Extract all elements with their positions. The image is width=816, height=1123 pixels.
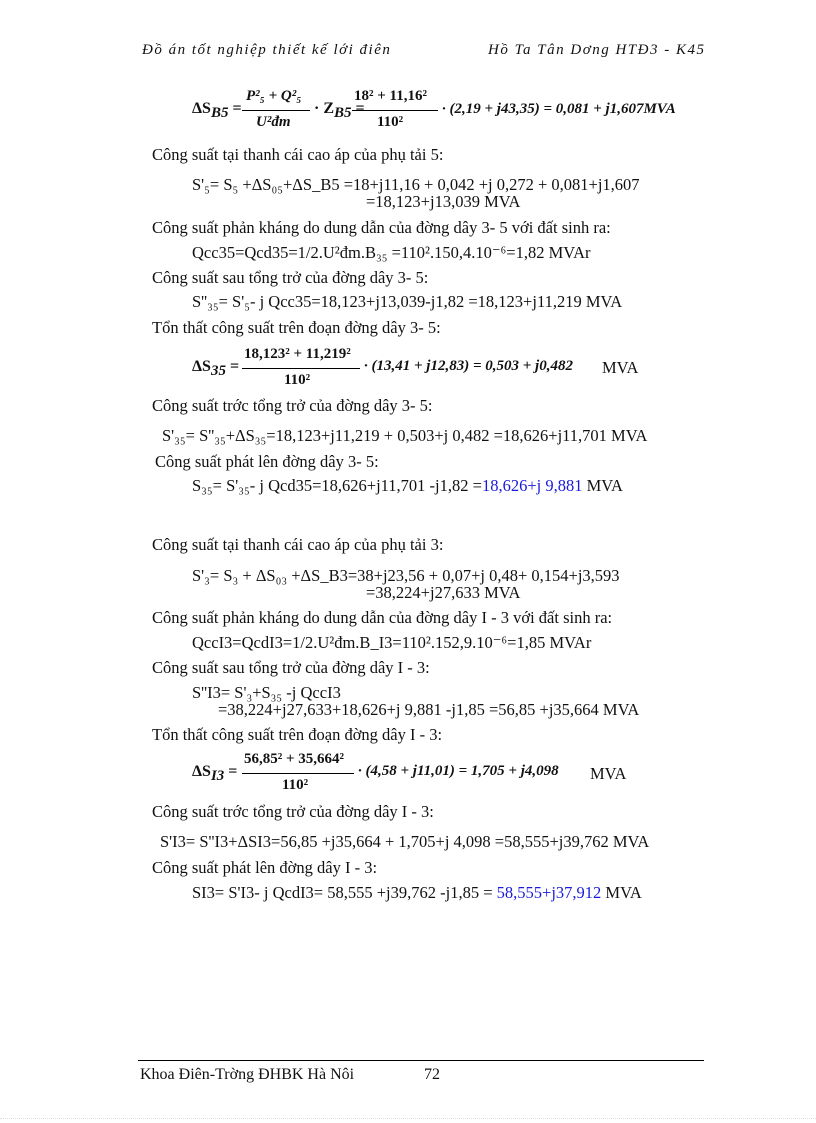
result-highlight: 58,555+j37,912 — [496, 883, 602, 902]
result-highlight: 18,626+j 9,881 — [481, 476, 583, 495]
equation-line: S'₅= S₅ +ΔS₀₅+ΔS_B5 =18+j11,16 + 0,042 +j 0,272 + 0,081+j1,607 — [192, 175, 640, 194]
eq-num: 18,123² + 11,219² — [244, 346, 351, 362]
page-edge-divider — [0, 1118, 816, 1119]
equation-line: S''I3= S'₃+S₃₅ -j QccI3 — [192, 683, 341, 702]
equation-line: S'₃₅= S''₃₅+ΔS₃₅=18,123+j11,219 + 0,503+j 0,482 =18,626+j11,701 MVA — [162, 426, 648, 445]
text-line: Công suất tại thanh cái cao áp của phụ tải 3: — [152, 535, 444, 554]
equation-line: S₃₅= S'₃₅- j Qcd35=18,626+j11,701 -j1,82 =18,626+j 9,881 MVA — [192, 476, 623, 495]
text-line: Công suất phản kháng do dung dẫn của đờng dây 3- 5 với đất sinh ra: — [152, 218, 611, 237]
eq-lhs: ΔS — [192, 358, 211, 375]
equation-line: =38,224+j27,633 MVA — [366, 583, 521, 602]
equation-line: =18,123+j13,039 MVA — [366, 192, 521, 211]
equation-line: SI3= S'I3- j QcdI3= 58,555 +j39,762 -j1,85 = 58,555+j37,912 MVA — [192, 883, 642, 902]
fraction-line — [242, 368, 360, 369]
footer-text: Khoa Điên-Trờng ĐHBK Hà Nôi — [140, 1066, 355, 1083]
text-line: Công suất phát lên đờng dây 3- 5: — [155, 452, 379, 471]
eq-mid: · Z — [314, 100, 335, 117]
eq-unit: MVA — [590, 764, 627, 783]
eq-den: 110² — [282, 777, 309, 793]
equation-line: S'₃= S₃ + ΔS₀₃ +ΔS_B3=38+j23,56 + 0,07+j 0,48+ 0,154+j3,593 — [192, 566, 620, 585]
equation-line: =38,224+j27,633+18,626+j 9,881 -j1,85 =56,85 +j35,664 MVA — [218, 700, 640, 719]
text-line: Công suất trớc tổng trở của đờng dây I - 3: — [152, 802, 434, 821]
eq-den2: 110² — [377, 114, 404, 130]
text-line: Công suất phản kháng do dung dẫn của đờng dây I - 3 với đất sinh ra: — [152, 608, 613, 627]
equation-line: S'I3= S''I3+ΔSI3=56,85 +j35,664 + 1,705+j 4,098 =58,555+j39,762 MVA — [160, 832, 650, 851]
equation-line: S''₃₅= S'₅- j Qcc35=18,123+j13,039-j1,82 =18,123+j11,219 MVA — [192, 292, 623, 311]
eq-rhs: · (13,41 + j12,83) = 0,503 + j0,482 — [364, 358, 573, 374]
text-line: Công suất sau tổng trở của đờng dây 3- 5: — [152, 268, 429, 287]
equation-line: Qcc35=Qcd35=1/2.U²đm.B₃₅ =110².150,4.10⁻⁶=1,82 MVAr — [192, 243, 591, 262]
eq-den1: U²đm — [256, 114, 291, 130]
footer-rule — [138, 1060, 704, 1061]
header-left: Đồ án tốt nghiệp thiết kế lới điên — [142, 42, 392, 58]
eq-unit: MVA — [602, 358, 639, 377]
eq-num1: P²₅ + Q²₅ — [246, 88, 302, 104]
eq-rhs: · (4,58 + j11,01) = 1,705 + j4,098 — [358, 763, 559, 779]
page: Đồ án tốt nghiệp thiết kế lới điên Hồ Ta Tân Dơng HTĐ3 - K45 $\Delta S_{B5}$ = P²₅ + Q²₅ U²đm · $Z_{B5}$ = 18² + 11,16² 110² · (2,19 + j43,35) = 0,081 + j1,607MVA Công suất tại thanh cái cao áp của phụ tải 5: S'₅= S₅ +ΔS₀₅+ΔS_B5 =18+j11,16 + 0,042 +j 0,272 + 0,081+j1,607 =18,123+j13,039 MVA Công suất phản kháng do dung dẫn của đờng dây 3- 5 với đất sinh ra: Qcc35=Qcd35=1/2.U²đm.B₃₅ =110².150,4.10⁻⁶=1,82 MVAr Công suất sau tổng trở của đờng dây 3- 5: S''₃₅= S'₅- j Qcc35=18,123+j13,039-j1,82 =18,123+j11,219 MVA Tổn thất công suất trên đoạn đờng dây 3- 5: $\Delta S_{35}$ = 18,123² + 11,219² 110² · (13,41 + j12,83) = 0,503 + j0,482 MVA Công suất trớc tổng trở của đờng dây 3- 5: S'₃₅= S''₃₅+ΔS₃₅=18,123+j11,219 + 0,503+j 0,482 =18,626+j11,701 MVA Công suất phát lên đờng dây 3- 5: S₃₅= S'₃₅- j Qcd35=18,626+j11,701 -j1,82 =18,626+j 9,881 MVA Công suất tại thanh cái cao áp của phụ tải 3: S'₃= S₃ + ΔS₀₃ +ΔS_B3=38+j23,56 + 0,07+j 0,48+ 0,154+j3,593 =38,224+j27,633 MVA Công suất phản kháng do dung dẫn của đờng dây I - 3 với đất sinh ra: QccI3=QcdI3=1/2.U²đm.B_I3=110².152,9.10⁻⁶=1,85 MVAr Công suất sau tổng trở của đờng dây I - 3: S''I3= S'₃+S₃₅ -j QccI3 =38,224+j27,633+18,626+j 9,881 -j1,85 =56,85 +j35,664 MVA Tổn thất công suất trên đoạn đờng dây I - 3: $\Delta S_{I3}$ = 56,85² + 35,664² 110² · (4,58 + j11,01) = 1,705 + j4,098 MVA Công suất trớc tổng trở của đờng dây I - 3: S'I3= S''I3+ΔSI3=56,85 +j35,664 + 1,705+j 4,098 =58,555+j39,762 MVA Công suất phát lên đờng dây I - 3: SI3= S'I3- j QcdI3= 58,555 +j39,762 -j1,85 = 58,555+j37,912 MVA Khoa Điên-Trờng ĐHBK Hà Nôi 72 — [0, 0, 816, 1123]
eq-num2: 18² + 11,16² — [354, 88, 427, 104]
text-line: Công suất phát lên đờng dây I - 3: — [152, 858, 378, 877]
eq-lhs: ΔS — [192, 100, 211, 117]
equation-line: QccI3=QcdI3=1/2.U²đm.B_I3=110².152,9.10⁻⁶=1,85 MVAr — [192, 633, 592, 652]
text-line: Tổn thất công suất trên đoạn đờng dây 3- 5: — [152, 318, 441, 337]
fraction-line — [242, 110, 310, 111]
text-line: Tổn thất công suất trên đoạn đờng dây I - 3: — [152, 725, 443, 744]
eq-rhs: · (2,19 + j43,35) = 0,081 + j1,607MVA — [442, 101, 676, 117]
text-line: Công suất sau tổng trở của đờng dây I - 3: — [152, 658, 430, 677]
eq-num: 56,85² + 35,664² — [244, 751, 345, 767]
eq-den: 110² — [284, 372, 311, 388]
fraction-line — [352, 110, 438, 111]
text-line: Công suất tại thanh cái cao áp của phụ tải 5: — [152, 145, 444, 164]
eq-lhs: ΔS — [192, 763, 211, 780]
header-right: Hồ Ta Tân Dơng HTĐ3 - K45 — [488, 42, 706, 58]
page-number: 72 — [424, 1066, 440, 1083]
fraction-line — [242, 773, 354, 774]
text-line: Công suất trớc tổng trở của đờng dây 3- 5: — [152, 396, 433, 415]
